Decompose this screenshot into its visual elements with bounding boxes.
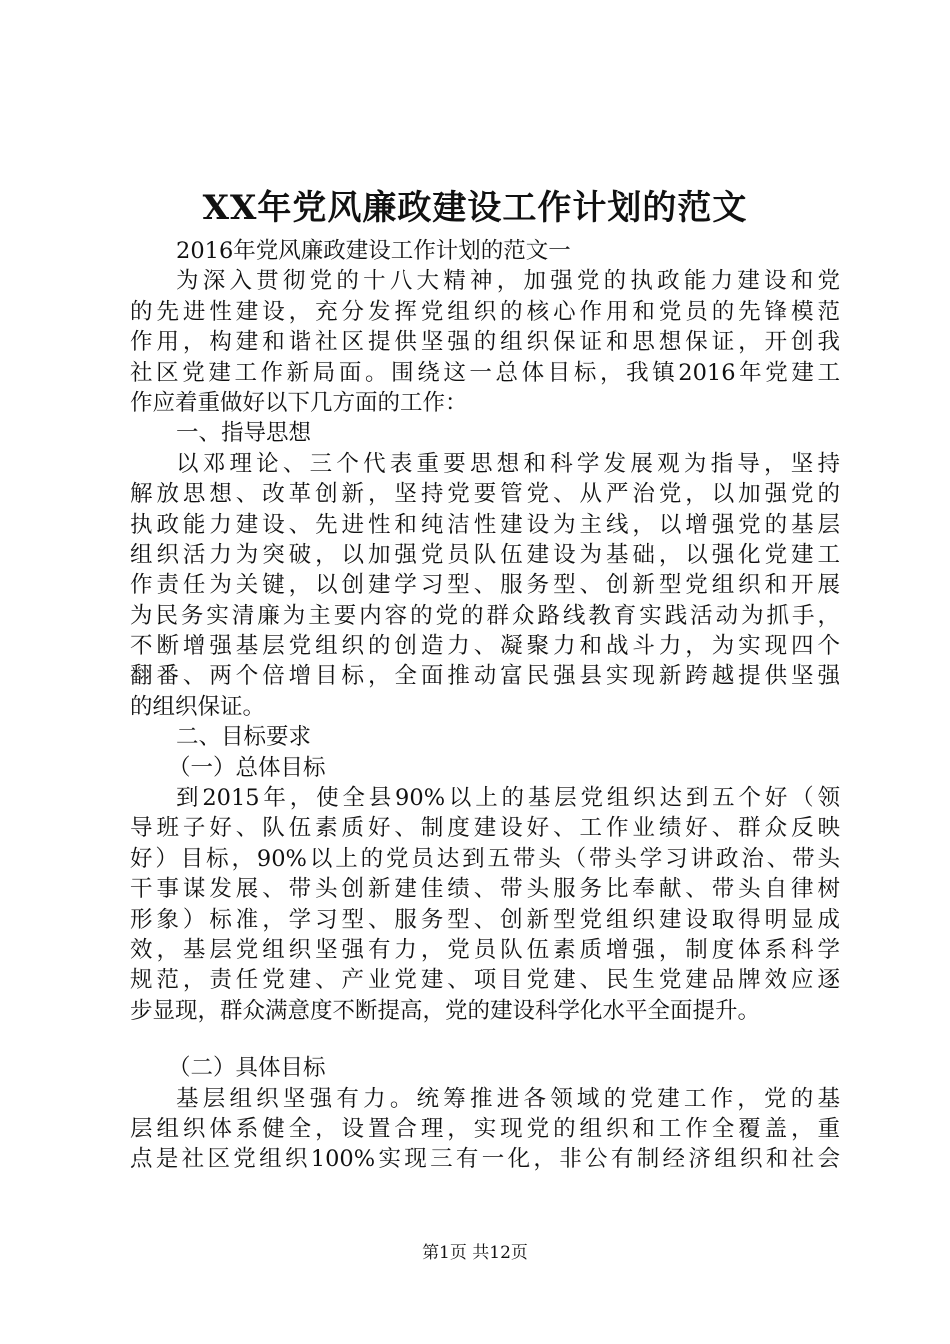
paragraph-line: 组织活力为突破，以加强党员队伍建设为基础，以强化党建工 [130, 541, 840, 568]
paragraph-line: 干事谋发展、带头创新建佳绩、带头服务比奉献、带头自律树 [130, 876, 840, 903]
paragraph-line: 形象）标准，学习型、服务型、创新型党组织建设取得明显成 [130, 906, 840, 933]
paragraph-line: 效，基层党组织坚强有力，党员队伍素质增强，制度体系科学 [130, 936, 840, 963]
paragraph-line: 的组织保证。 [130, 693, 266, 720]
page-number-footer: 第1页 共12页 [422, 1243, 528, 1263]
paragraph-line: 作应着重做好以下几方面的工作： [130, 389, 468, 416]
paragraph-line: 不断增强基层党组织的创造力、凝聚力和战斗力，为实现四个 [130, 633, 840, 660]
paragraph-line: 以邓理论、三个代表重要思想和科学发展观为指导，坚持 [176, 450, 840, 477]
section-heading: 一、指导思想 [176, 420, 312, 447]
paragraph-line: 点是社区党组织100%实现三有一化，非公有制经济组织和社会 [130, 1146, 840, 1173]
paragraph-line: 解放思想、改革创新，坚持党要管党、从严治党，以加强党的 [130, 481, 840, 508]
paragraph-line: 为民务实清廉为主要内容的党的群众路线教育实践活动为抓手， [130, 602, 840, 629]
paragraph-line: 执政能力建设、先进性和纯洁性建设为主线，以增强党的基层 [130, 511, 840, 538]
subtitle-line: 2016年党风廉政建设工作计划的范文一 [176, 238, 571, 264]
paragraph-line: 步显现，群众满意度不断提高，党的建设科学化水平全面提升。 [130, 997, 761, 1024]
paragraph-line: 作用，构建和谐社区提供坚强的组织保证和思想保证，开创我 [130, 329, 840, 356]
paragraph-line: 层组织体系健全，设置合理，实现党的组织和工作全覆盖，重 [130, 1115, 840, 1142]
paragraph-line: 社区党建工作新局面。围绕这一总体目标，我镇2016年党建工 [130, 359, 840, 386]
paragraph-line: 作责任为关键，以创建学习型、服务型、创新型党组织和开展 [130, 572, 840, 599]
paragraph-line: 导班子好、队伍素质好、制度建设好、工作业绩好、群众反映 [130, 815, 840, 842]
subsection-heading: （二）具体目标 [168, 1055, 326, 1082]
document-title: XX年党风廉政建设工作计划的范文 [202, 188, 748, 228]
section-heading: 二、目标要求 [176, 724, 312, 751]
subsection-heading: （一）总体目标 [168, 754, 326, 781]
paragraph-line: 基层组织坚强有力。统筹推进各领域的党建工作，党的基 [176, 1085, 840, 1112]
paragraph-line: 的先进性建设，充分发挥党组织的核心作用和党员的先锋模范 [130, 298, 840, 325]
paragraph-line: 到2015年，使全县90%以上的基层党组织达到五个好（领 [176, 785, 840, 812]
paragraph-line: 好）目标，90%以上的党员达到五带头（带头学习讲政治、带头 [130, 845, 840, 872]
paragraph-line: 规范，责任党建、产业党建、项目党建、民生党建品牌效应逐 [130, 967, 840, 994]
document-body [130, 236, 840, 1175]
paragraph-gap [130, 1026, 840, 1053]
paragraph-line: 翻番、两个倍增目标，全面推动富民强县实现新跨越提供坚强 [130, 663, 840, 690]
paragraph-line: 为深入贯彻党的十八大精神，加强党的执政能力建设和党 [176, 268, 840, 295]
